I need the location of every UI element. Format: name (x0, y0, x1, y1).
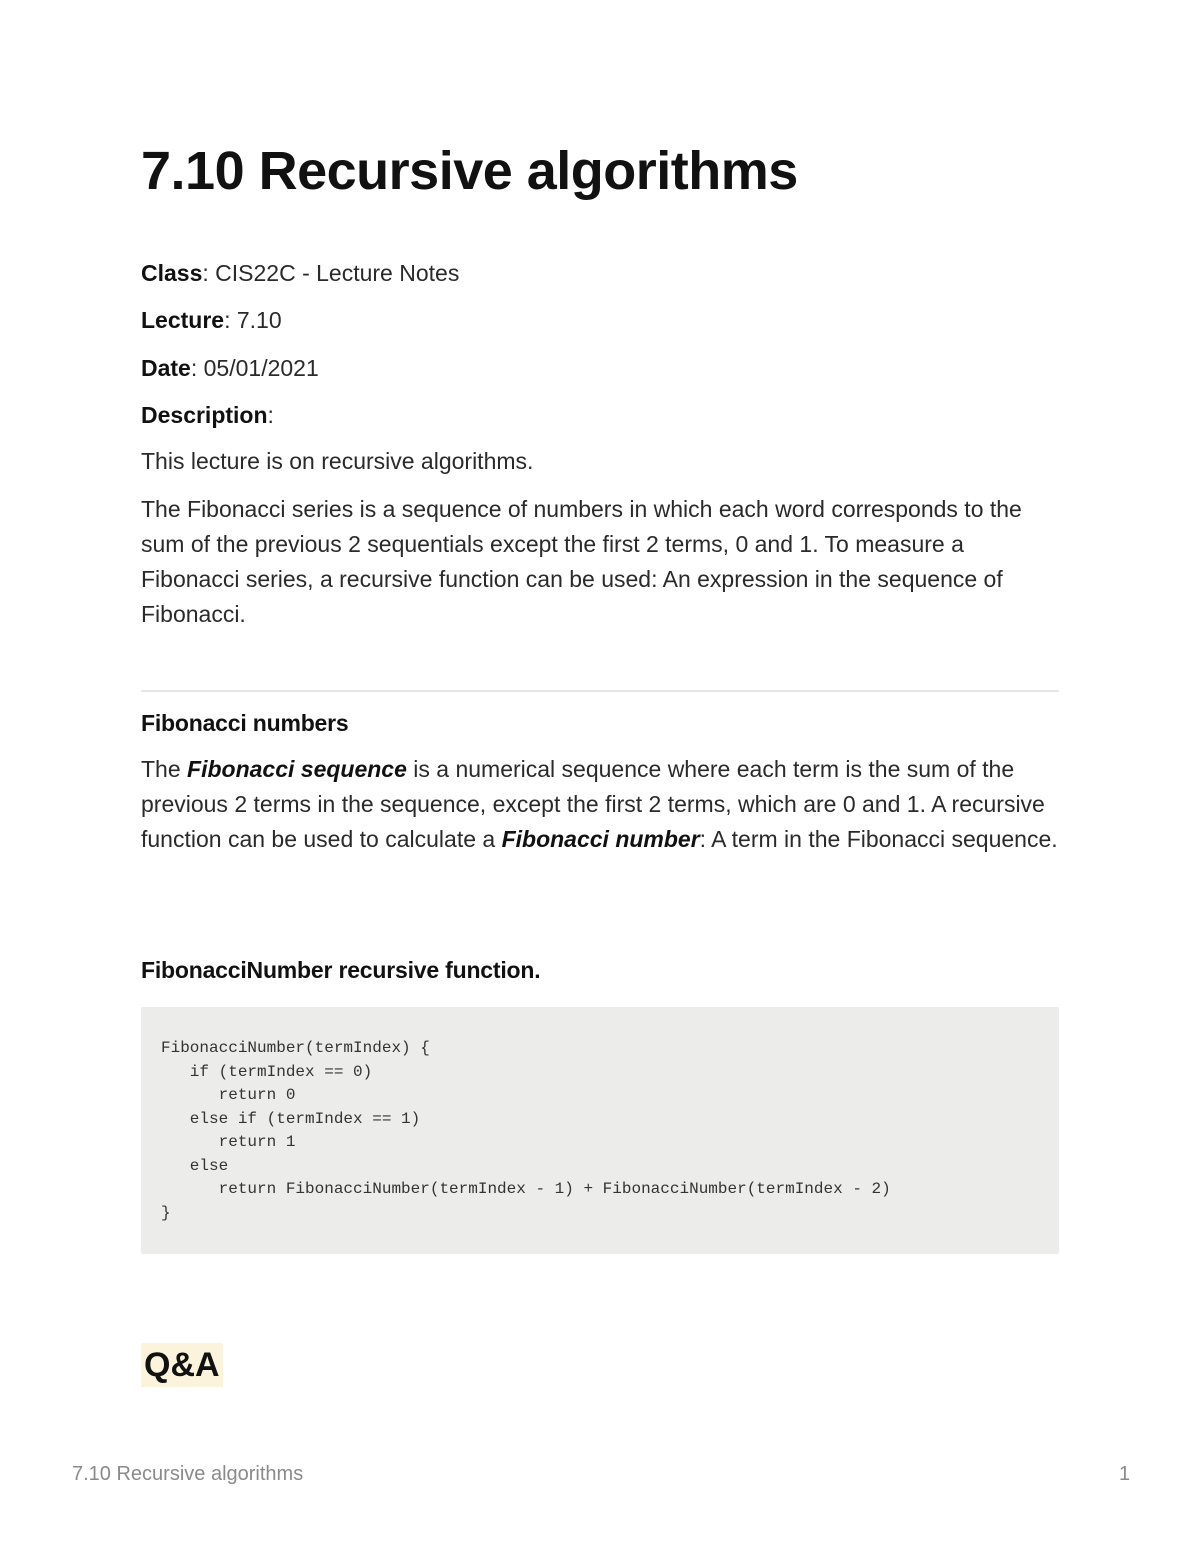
property-description (141, 400, 274, 430)
code-text: FibonacciNumber(termIndex) { if (termIndex == 0) return 0 else if (termIndex == 1) return 1 else return FibonacciNumber(termIndex - 1) + FibonacciNumber(termIndex - 2) } (161, 1039, 891, 1222)
property-date (141, 353, 319, 383)
property-separator: : (202, 260, 216, 286)
page-title: 7.10 Recursive algorithms (141, 141, 798, 201)
term-fibonacci-sequence: Fibonacci sequence (187, 756, 407, 782)
property-label: Date (141, 355, 191, 381)
property-label: Lecture (141, 307, 225, 333)
property-value: CIS22C - Lecture Notes (215, 260, 460, 286)
qa-heading: Q&A (141, 1343, 223, 1387)
divider (141, 690, 1059, 692)
page-number: 1 (1119, 1463, 1131, 1485)
term-fibonacci-number: Fibonacci number (501, 826, 700, 852)
fibonacci-paragraph (141, 752, 1066, 857)
property-label: Description (141, 402, 268, 428)
intro-paragraph: This lecture is on recursive algorithms. (141, 448, 534, 474)
property-lecture (141, 305, 282, 335)
paragraph-text: The (141, 756, 188, 782)
code-heading: FibonacciNumber recursive function. (141, 957, 541, 983)
property-separator: : (267, 402, 274, 428)
paragraph-text: : A term in the Fibonacci sequence. (699, 826, 1058, 852)
paragraph-text: is a numerical sequence where each term is the sum of the previous 2 terms in the sequence, except the first 2 terms, which are 0 and 1. A recursive function can be used to calculate a (141, 756, 1045, 852)
section-heading: Fibonacci numbers (141, 710, 349, 736)
code-block (141, 1007, 1059, 1254)
property-value: 05/01/2021 (203, 355, 319, 381)
footer-title: 7.10 Recursive algorithms (72, 1463, 304, 1485)
summary-paragraph: The Fibonacci series is a sequence of numbers in which each word corresponds to the sum of the previous 2 sequentials except the first 2 terms, 0 and 1. To measure a Fibonacci series, a recursive function can be used: An expression in the sequence of Fibonacci. (141, 496, 1022, 627)
property-separator: : (190, 355, 204, 381)
property-separator: : (224, 307, 237, 333)
property-label: Class (141, 260, 203, 286)
property-value: 7.10 (236, 307, 282, 333)
property-class (141, 258, 459, 288)
